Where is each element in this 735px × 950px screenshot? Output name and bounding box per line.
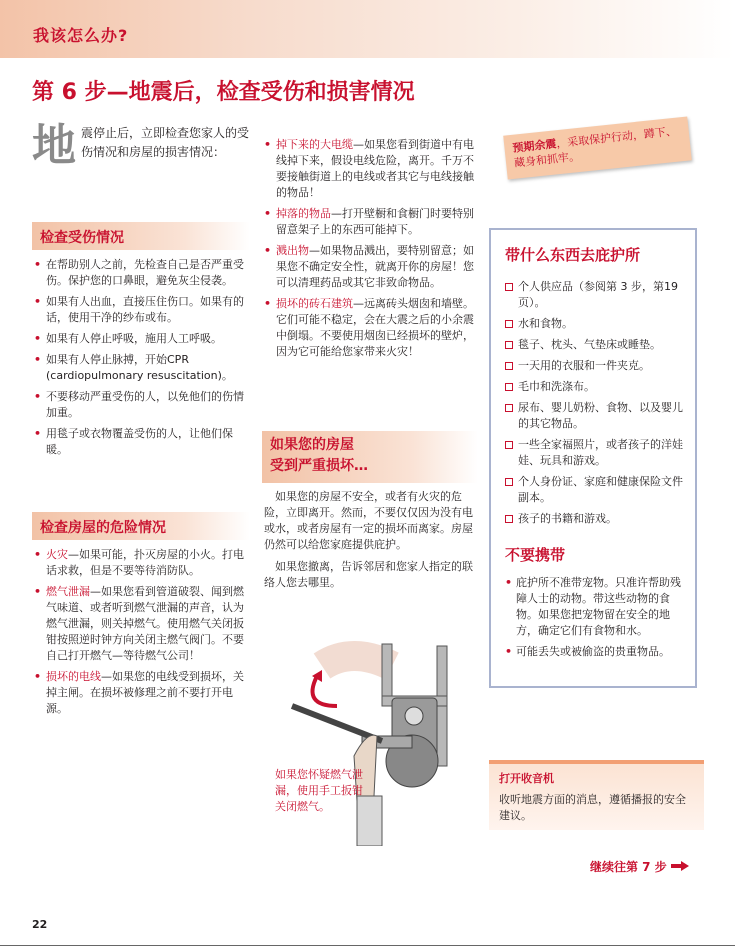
list-item: • 溅出物—如果物品溅出，要特别留意；如果您不确定安全性，就离开你的房屋！您可以清理药品或其它非致命物品。 <box>264 244 474 289</box>
list-item: • 不要移动严重受伤的人，以免他们的伤情加重。 <box>34 390 244 419</box>
checkbox-icon <box>505 362 513 370</box>
bullet-icon: • <box>34 332 42 345</box>
hazards-list-2 <box>264 137 479 365</box>
bottom-rule <box>0 945 735 946</box>
checkbox-icon <box>505 441 513 449</box>
bullet-icon: • <box>505 645 513 658</box>
intro-dropcap: 地 <box>32 120 76 171</box>
hazards-heading: 检查房屋的危险情况 <box>32 512 250 540</box>
continue-link[interactable] <box>590 858 689 875</box>
hazards-list-1 <box>34 547 246 722</box>
damaged-home-heading: 如果您的房屋 受到严重损坏… <box>262 431 478 483</box>
checkbox-icon <box>505 515 513 523</box>
header-title: 我该怎么办? <box>33 26 129 45</box>
bullet-icon: • <box>264 244 272 257</box>
aftershock-note-text: ，采取保护行动，蹲下、藏身和抓牢。 <box>513 124 678 170</box>
bullet-icon: • <box>264 297 272 310</box>
shelter-heading: 带什么东西去庇护所 <box>505 246 641 264</box>
checklist-item: 毛巾和洗涤布。 <box>505 379 685 395</box>
checklist-item: 毯子、枕头、气垫床或睡垫。 <box>505 337 685 353</box>
checkbox-icon <box>505 404 513 412</box>
checklist-item: 个人身份证、家庭和健康保险文件副本。 <box>505 474 685 506</box>
turn-direction-arrow-icon <box>313 676 338 706</box>
list-item: • 如果有人停止呼吸，施用人工呼吸。 <box>34 332 222 345</box>
list-item: • 如果有人停止脉搏，开始CPR (cardiopulmonary resuscitation)。 <box>34 353 233 382</box>
intro-text: 震停止后，立即检查您家人的受伤情况和房屋的损害情况： <box>81 126 250 159</box>
continue-label: 继续往第 7 步 <box>590 860 667 874</box>
checklist-item: 一天用的衣服和一件夹克。 <box>505 358 685 374</box>
checkbox-icon <box>505 341 513 349</box>
list-item: • 庇护所不准带宠物。只准许帮助残障人士的动物。带这些动物的食物。如果您把宠物留在安全的地方，确定它们有食物和水。 <box>505 576 681 637</box>
shelter-box <box>489 228 697 688</box>
damaged-home-para2: 如果您撤离，告诉邻居和您家人指定的联络人您去哪里。 <box>264 560 473 589</box>
radio-box <box>489 760 704 830</box>
illustration-caption: 如果您怀疑燃气泄漏，使用手工扳钳关闭燃气。 <box>275 768 363 813</box>
list-item: • 可能丢失或被偷盗的贵重物品。 <box>505 645 670 658</box>
bullet-icon: • <box>34 670 42 683</box>
checkbox-icon <box>505 383 513 391</box>
bullet-icon: • <box>34 258 42 271</box>
radio-heading: 打开收音机 <box>499 772 554 785</box>
list-item: • 掉下来的大电缆—如果您看到街道中有电线掉下来，假设电线危险，离开。千万不要接触街道上的电线或者其它与电线接触的物品！ <box>264 138 474 199</box>
bullet-icon: • <box>34 548 42 561</box>
radio-text: 收听地震方面的消息，遵循播报的安全建议。 <box>499 793 686 822</box>
list-item: • 在帮助别人之前，先检查自己是否严重受伤。保护您的口鼻眼，避免灰尘侵袭。 <box>34 258 244 287</box>
aftershock-note <box>503 116 692 179</box>
page-title: 第 6 步—地震后，检查受伤和损害情况 <box>32 80 415 105</box>
intro-paragraph <box>32 120 250 171</box>
list-item: • 用毯子或衣物覆盖受伤的人，让他们保暖。 <box>34 427 233 456</box>
bullet-icon: • <box>34 585 42 598</box>
header-band <box>0 0 735 58</box>
checkbox-icon <box>505 478 513 486</box>
bullet-icon: • <box>505 576 513 589</box>
list-item: • 火灾—如果可能，扑灭房屋的小火。打电话求救，但是不要等待消防队。 <box>34 548 244 577</box>
bullet-icon: • <box>264 207 272 220</box>
no-bring-heading: 不要携带 <box>505 546 566 564</box>
list-item: • 如果有人出血，直接压住伤口。如果有的话，使用干净的纱布或布。 <box>34 295 244 324</box>
page-number: 22 <box>32 918 48 931</box>
checklist-item: 尿布、婴儿奶粉、食物、以及婴儿的其它物品。 <box>505 400 685 432</box>
gas-pipe <box>382 644 392 704</box>
checklist-item: 一些全家福照片，或者孩子的洋娃娃、玩具和游戏。 <box>505 437 685 469</box>
bullet-icon: • <box>264 138 272 151</box>
shelter-checklist <box>505 279 685 532</box>
checkbox-icon <box>505 320 513 328</box>
wrench <box>292 706 382 741</box>
aftershock-note-bold: 预期余震 <box>511 137 558 155</box>
bullet-icon: • <box>34 353 42 366</box>
damaged-home-text <box>264 489 476 597</box>
bullet-icon: • <box>34 427 42 440</box>
injuries-heading: 检查受伤情况 <box>32 222 250 250</box>
list-item: • 燃气泄漏—如果您看到管道破裂、闻到燃气味道、或者听到燃气泄漏的声音，认为燃气泄漏，则关掉燃气。使用燃气关闭扳钳按照逆时钟方向关闭主燃气阀门。不要自己打开燃气—等待燃气公司！ <box>34 585 244 662</box>
bullet-icon: • <box>34 390 42 403</box>
checklist-item: 孩子的书籍和游戏。 <box>505 511 685 527</box>
gas-meter-dial <box>405 707 423 725</box>
checklist-item: 个人供应品（参阅第 3 步，第19页）。 <box>505 279 685 311</box>
damaged-home-para1: 如果您的房屋不安全，或者有火灾的危险，立即离开。然而，不要仅仅因为没有电或水，或者房屋有一定的损坏而离家。房屋仍然可以给您家庭提供庇护。 <box>264 490 473 551</box>
injuries-list <box>34 257 246 463</box>
no-bring-list <box>505 575 687 665</box>
arrow-right-icon <box>671 860 689 874</box>
checkbox-icon <box>505 283 513 291</box>
list-item: • 损坏的砖石建筑—远离砖头烟囱和墙壁。它们可能不稳定，会在大震之后的小余震中倒塌。不要使用烟囱已经损坏的壁炉，因为它可能给您家带来火灾！ <box>264 297 474 358</box>
list-item: • 掉落的物品—打开壁橱和食橱门时要特别留意架子上的东西可能掉下。 <box>264 207 474 236</box>
list-item: • 损坏的电线—如果您的电线受到损坏，关掉主闸。在损坏被修理之前不要打开电源。 <box>34 670 244 715</box>
checklist-item: 水和食物。 <box>505 316 685 332</box>
bullet-icon: • <box>34 295 42 308</box>
